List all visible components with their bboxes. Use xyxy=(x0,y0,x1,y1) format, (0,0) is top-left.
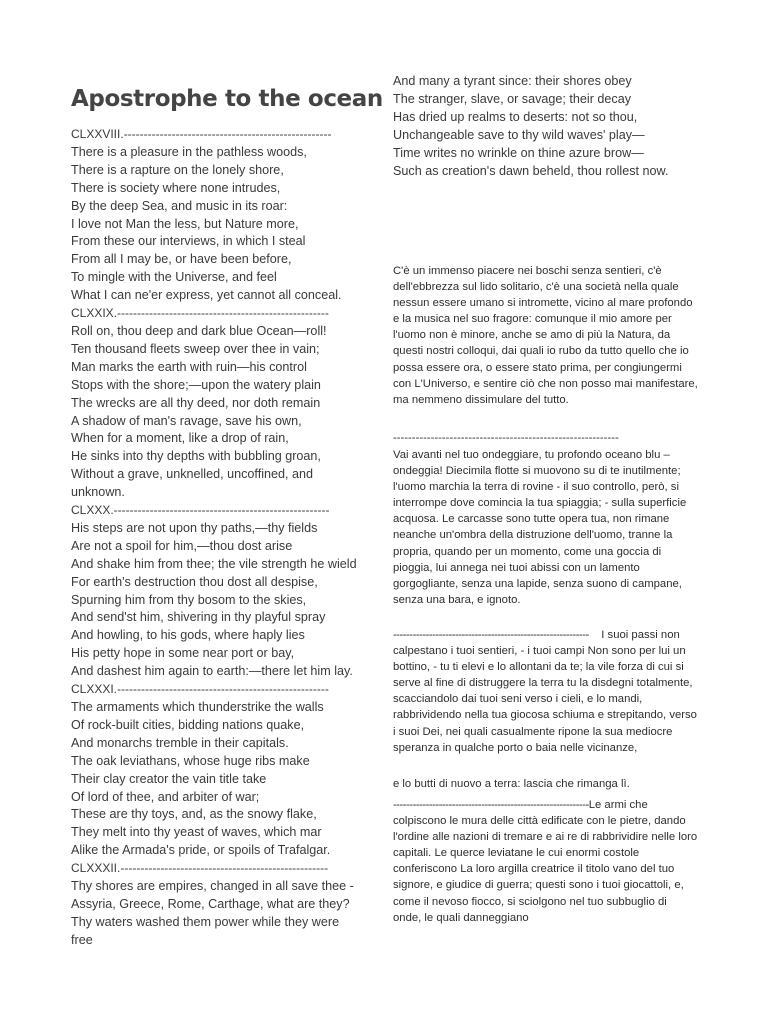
poem-line: CLXXX.------------------------------------------------------ xyxy=(71,503,330,518)
poem-line: To mingle with the Universe, and feel xyxy=(71,270,277,285)
poem-line: CLXXXII.---------------------------------------------------- xyxy=(71,861,329,876)
poem-line: His petty hope in some near port or bay, xyxy=(71,646,295,661)
poem-line: Time writes no wrinkle on thine azure brow— xyxy=(393,145,644,160)
poem-line: His steps are not upon thy paths,—thy fields xyxy=(71,520,318,535)
italian-text: C'è un immenso piacere nei boschi senza sentieri, c'è dell'ebbrezza sul lido solitario, c'è una società nella quale nessun essere umano si intromette, vicino al mare profondo e la musica nel suo fragore: comunque il mio amore per l'uomo non è minore, anche se amo di più la Natura, da questi nostri colloqui, dai quali io rubo da tutto quello che io possa essere ora, o essere stato prima, per congiungermi con L'Universo, e sentire ciò che non posso mai manifestare, ma nemmeno dissimulare del tutto. xyxy=(393,265,698,406)
poem-line: And many a tyrant since: their shores obey xyxy=(393,74,632,88)
italian-text-span: Le armi che colpiscono le mura delle città edificate con le pietre, dando l'ordine alle nazioni di tremare e ai re di rabbrividire nelle loro capitali. Le querce leviatane le cui enormi costole conferiscono La loro argilla creatrice il titolo vano del tuo signore, e giudice di guerra; questi sono i tuoi giocattoli, e, come il nevoso fiocco, si sciolgono nel tuo subbuglio di onde, le quali danneggiano xyxy=(393,799,698,924)
poem-line: I love not Man the less, but Nature more, xyxy=(71,216,299,231)
poem-line: Stops with the shore;—upon the watery plain xyxy=(71,377,321,392)
poem-line: From these our interviews, in which I steal xyxy=(71,234,306,249)
poem-line: Without a grave, unknelled, uncoffined, and xyxy=(71,467,314,482)
poem-line: The wrecks are all thy deed, nor doth remain xyxy=(71,395,321,410)
poem-line: By the deep Sea, and music in its roar: xyxy=(71,198,288,213)
poem-line: What I can ne'er express, yet cannot all conceal. xyxy=(71,288,342,303)
poem-line: Of lord of thee, and arbiter of war; xyxy=(71,789,260,804)
poem-line: They melt into thy yeast of waves, which mar xyxy=(71,825,322,840)
poem-line: And dashest him again to earth:—there let him lay. xyxy=(71,664,353,679)
poem-line: The stranger, slave, or savage; their decay xyxy=(393,91,632,106)
poem-line: unknown. xyxy=(71,485,125,500)
italian-paragraph-2 xyxy=(393,447,698,608)
poem-line: There is society where none intrudes, xyxy=(71,180,281,195)
poem-line: A shadow of man's ravage, save his own, xyxy=(71,413,302,428)
page-title: Apostrophe to the ocean xyxy=(71,86,383,112)
poem-line: Thy shores are empires, changed in all save thee - xyxy=(71,879,354,894)
poem-line: CLXXXI.----------------------------------------------------- xyxy=(71,682,329,697)
poem-line: He sinks into thy depths with bubbling groan, xyxy=(71,449,321,464)
poem-line: Are not a spoil for him,—thou dost arise xyxy=(71,538,293,553)
italian-separator: ------------------------------------------------------------ xyxy=(393,629,589,641)
poem-line: Of rock-built cities, bidding nations quake, xyxy=(71,717,305,732)
poem-line: CLXXIX.----------------------------------------------------- xyxy=(71,306,329,321)
poem-line: Man marks the earth with ruin—his control xyxy=(71,359,307,374)
poem-line: And shake him from thee; the vile strength he wield xyxy=(71,556,357,571)
english-poem-right xyxy=(393,73,713,180)
poem-line: And send'st him, shivering in thy playful spray xyxy=(71,610,326,625)
poem-line: The armaments which thunderstrike the walls xyxy=(71,700,324,714)
poem-line: When for a moment, like a drop of rain, xyxy=(71,431,289,446)
poem-line: The oak leviathans, whose huge ribs make xyxy=(71,753,310,768)
italian-text: Vai avanti nel tuo ondeggiare, tu profondo oceano blu – ondeggia! Diecimila flotte si muovono su di te inutilmente; l'uomo marchia la terra di rovine - il suo controllo, però, si interrompe dove comincia la tua spiaggia; - sulla superficie acquosa. Le carcasse sono tutte opera tua, non rimane neanche un'ombra della distruzione dell'uomo, tranne la propria, quando per un momento, come una goccia di pioggia, lui annega nei tuoi abissi con un lamento gorgogliante, senza una lapide, senza suono di campane, senza una bara, e ignoto. xyxy=(393,449,687,606)
poem-line: Thy waters washed them power while they were xyxy=(71,914,340,929)
poem-line: free xyxy=(71,932,93,947)
italian-text-span: I suoi passi non calpestano i tuoi sentieri, - i tuoi campi Non sono per lui un bottino, - tu ti elevi e lo allontani da te; la vile forza di cui si serve al fine di distruggere la terra tu la disdegni totalmente, scacciandolo dai tuoi seni verso i cieli, e lo mandi, rabbrividendo nella tua giocosa schiuma e strepitando, verso i suoi Dei, nei quali casualmente ripone la sua mediocre speranza in qualche porto o baia nelle vicinanze, xyxy=(393,629,697,754)
poem-line: Has dried up realms to deserts: not so thou, xyxy=(393,109,638,124)
poem-line: Alike the Armada's pride, or spoils of Trafalgar. xyxy=(71,843,331,858)
italian-separator: ------------------------------------------------------------ xyxy=(393,799,589,811)
poem-line: Ten thousand fleets sweep over thee in vain; xyxy=(71,341,320,356)
poem-line: From all I may be, or have been before, xyxy=(71,252,292,267)
italian-text xyxy=(393,797,698,926)
poem-line: Unchangeable save to thy wild waves' play— xyxy=(393,127,645,142)
italian-paragraph-3-end xyxy=(393,776,698,792)
poem-line: There is a pleasure in the pathless woods, xyxy=(71,144,307,159)
italian-text: e lo butti di nuovo a terra: lascia che rimanga lì. xyxy=(393,778,630,790)
italian-paragraph-1 xyxy=(393,263,698,408)
italian-text xyxy=(393,627,698,756)
poem-line: And monarchs tremble in their capitals. xyxy=(71,735,289,750)
poem-line: Assyria, Greece, Rome, Carthage, what are they? xyxy=(71,896,350,911)
italian-separator: ------------------------------------------------------------ xyxy=(393,432,619,444)
italian-paragraph-3 xyxy=(393,627,698,756)
poem-line: These are thy toys, and, as the snowy flake, xyxy=(71,807,317,822)
poem-line: Spurning him from thy bosom to the skies, xyxy=(71,592,307,607)
poem-line: There is a rapture on the lonely shore, xyxy=(71,162,284,177)
poem-line: Such as creation's dawn beheld, thou rollest now. xyxy=(393,163,669,178)
poem-line: And howling, to his gods, where haply lies xyxy=(71,628,305,643)
poem-line: Roll on, thou deep and dark blue Ocean—roll! xyxy=(71,323,327,338)
poem-line: For earth's destruction thou dost all despise, xyxy=(71,574,318,589)
poem-line: Their clay creator the vain title take xyxy=(71,771,267,786)
english-poem-left xyxy=(71,126,376,950)
italian-paragraph-4 xyxy=(393,797,698,926)
poem-line: CLXXVIII.---------------------------------------------------- xyxy=(71,127,332,141)
